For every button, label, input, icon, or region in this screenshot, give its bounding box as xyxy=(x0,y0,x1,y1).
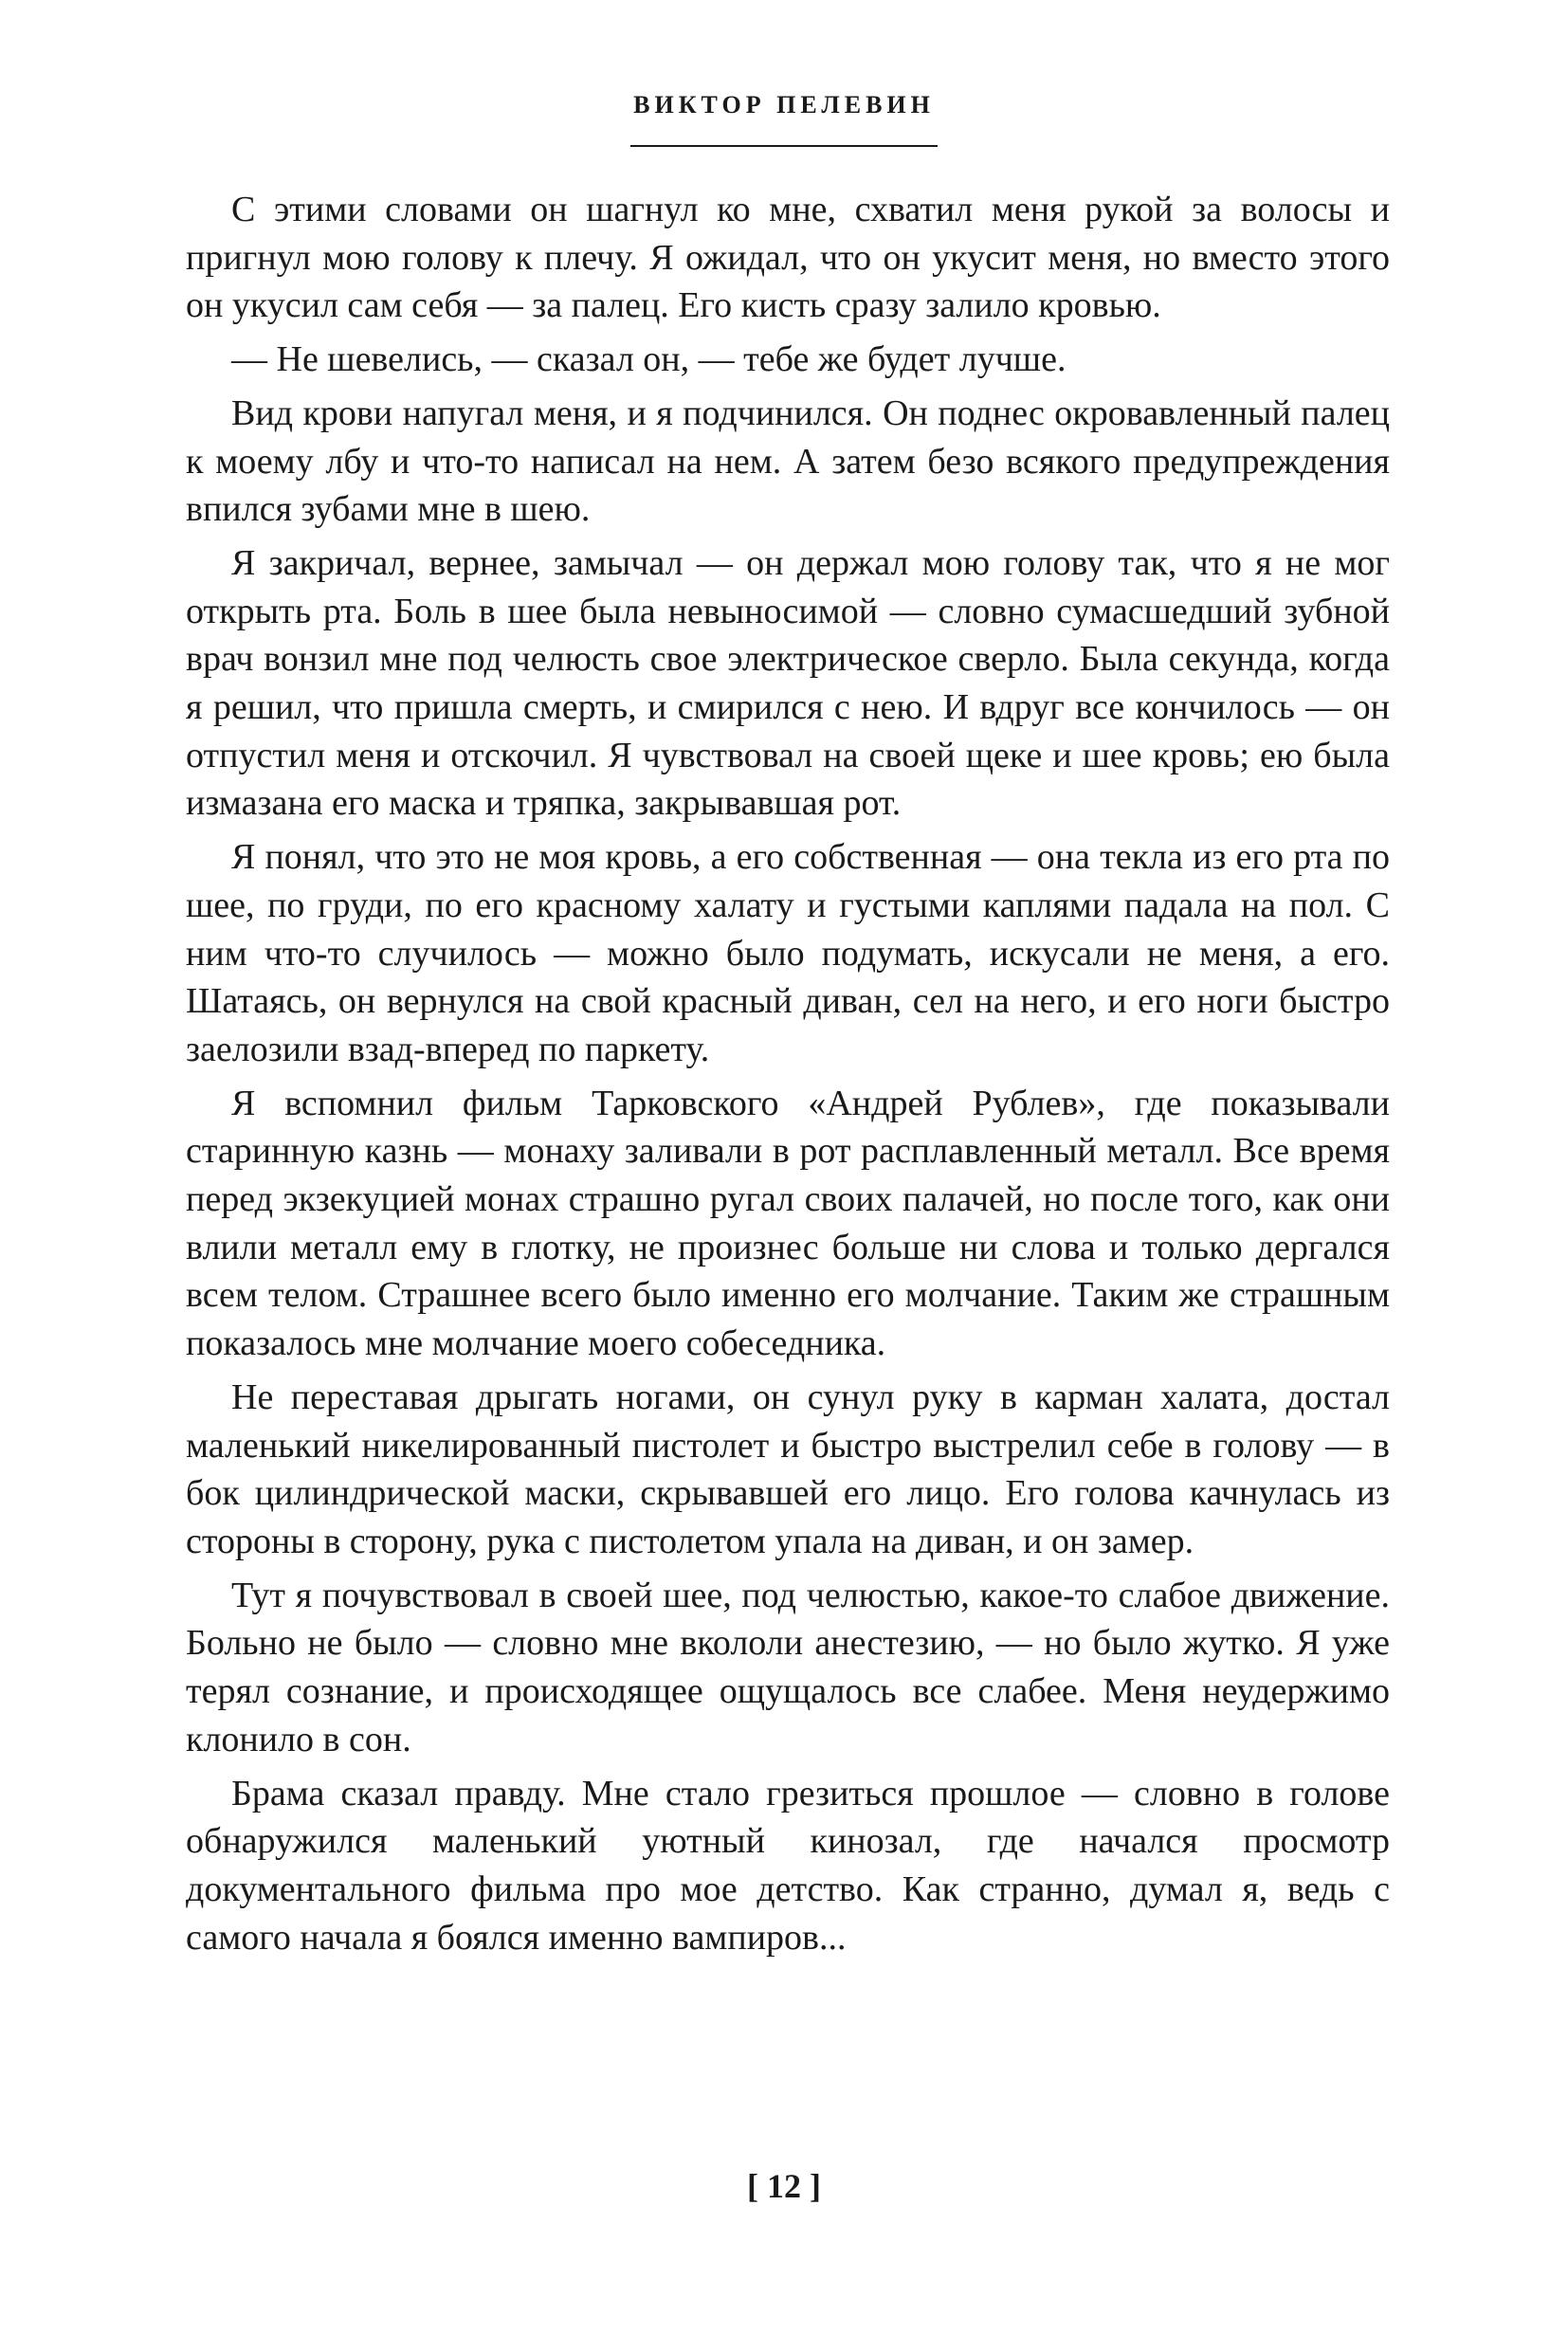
paragraph-2: — Не шевелись, — сказал он, — тебе же будет лучше. xyxy=(231,339,1067,380)
paragraph-7: Не переставая дрыгать ногами, он сунул руку в карман халата, достал маленький никелированный пистолет и быстро выстрелил себе в голову — в бок цилиндрической маски, скрывавшей его лицо. Его голова качнулась из стороны в сторону, рука с пистолетом упала на диван, и он замер. xyxy=(186,1376,1390,1561)
header-rule xyxy=(630,145,938,147)
paragraph-3: Вид крови напугал меня, и я подчинился. Он поднес окровавленный палец к моему лбу и что-то написал на нем. А затем безо всякого предупреждения впился зубами мне в шею. xyxy=(186,392,1390,530)
paragraph-8: Тут я почувствовал в своей шее, под челюстью, какое-то слабое движение. Больно не было — словно мне вкололи анестезию, — но было жутко. Я уже терял сознание, и происходящее ощущалось все слабее. Меня неудержимо клонило в сон. xyxy=(186,1575,1390,1759)
running-header-author: ВИКТОР ПЕЛЕВИН xyxy=(633,91,935,118)
page-number: [ 12 ] xyxy=(747,2167,821,2205)
paragraph-5: Я понял, что это не моя кровь, а его собственная — она текла из его рта по шее, по груди, по его красному халату и густыми каплями падала на пол. С ним что-то случилось — можно было подумать, искусали не меня, а его. Шатаясь, он вернулся на свой красный диван, сел на него, и его ноги быстро заелозили взад-вперед по паркету. xyxy=(186,837,1390,1069)
paragraph-9: Брама сказал правду. Мне стало грезиться прошлое — словно в голове обнаружился маленький уютный кинозал, где начался просмотр документального фильма про мое детство. Как странно, думал я, ведь с самого начала я боялся именно вампиров... xyxy=(186,1773,1390,1958)
paragraph-4: Я закричал, вернее, замычал — он держал мою голову так, что я не мог открыть рта. Боль в шее была невыносимой — словно сумасшедший зубной врач вонзил мне под челюсть свое электрическое сверло. Была секунда, когда я решил, что пришла смерть, и смирился с нею. И вдруг все кончилось — он отпустил меня и отскочил. Я чувствовал на своей щеке и шее кровь; ею была измазана его маска и тряпка, закрывавшая рот. xyxy=(186,542,1390,824)
paragraph-6: Я вспомнил фильм Тарковского «Андрей Рублев», где показывали старинную казнь — монаху заливали в рот расплавленный металл. Все время перед экзекуцией монах страшно ругал своих палачей, но после того, как они влили металл ему в глотку, не произнес больше ни слова и только дергался всем телом. Страшнее всего было именно его молчание. Таким же страшным показалось мне молчание моего собеседника. xyxy=(186,1083,1390,1364)
paragraph-1: С этими словами он шагнул ко мне, схватил меня рукой за волосы и пригнул мою голову к плечу. Я ожидал, что он укусит меня, но вместо этого он укусил сам себя — за палец. Его кисть сразу залило кровью. xyxy=(186,190,1390,326)
body-text xyxy=(186,186,1390,1967)
